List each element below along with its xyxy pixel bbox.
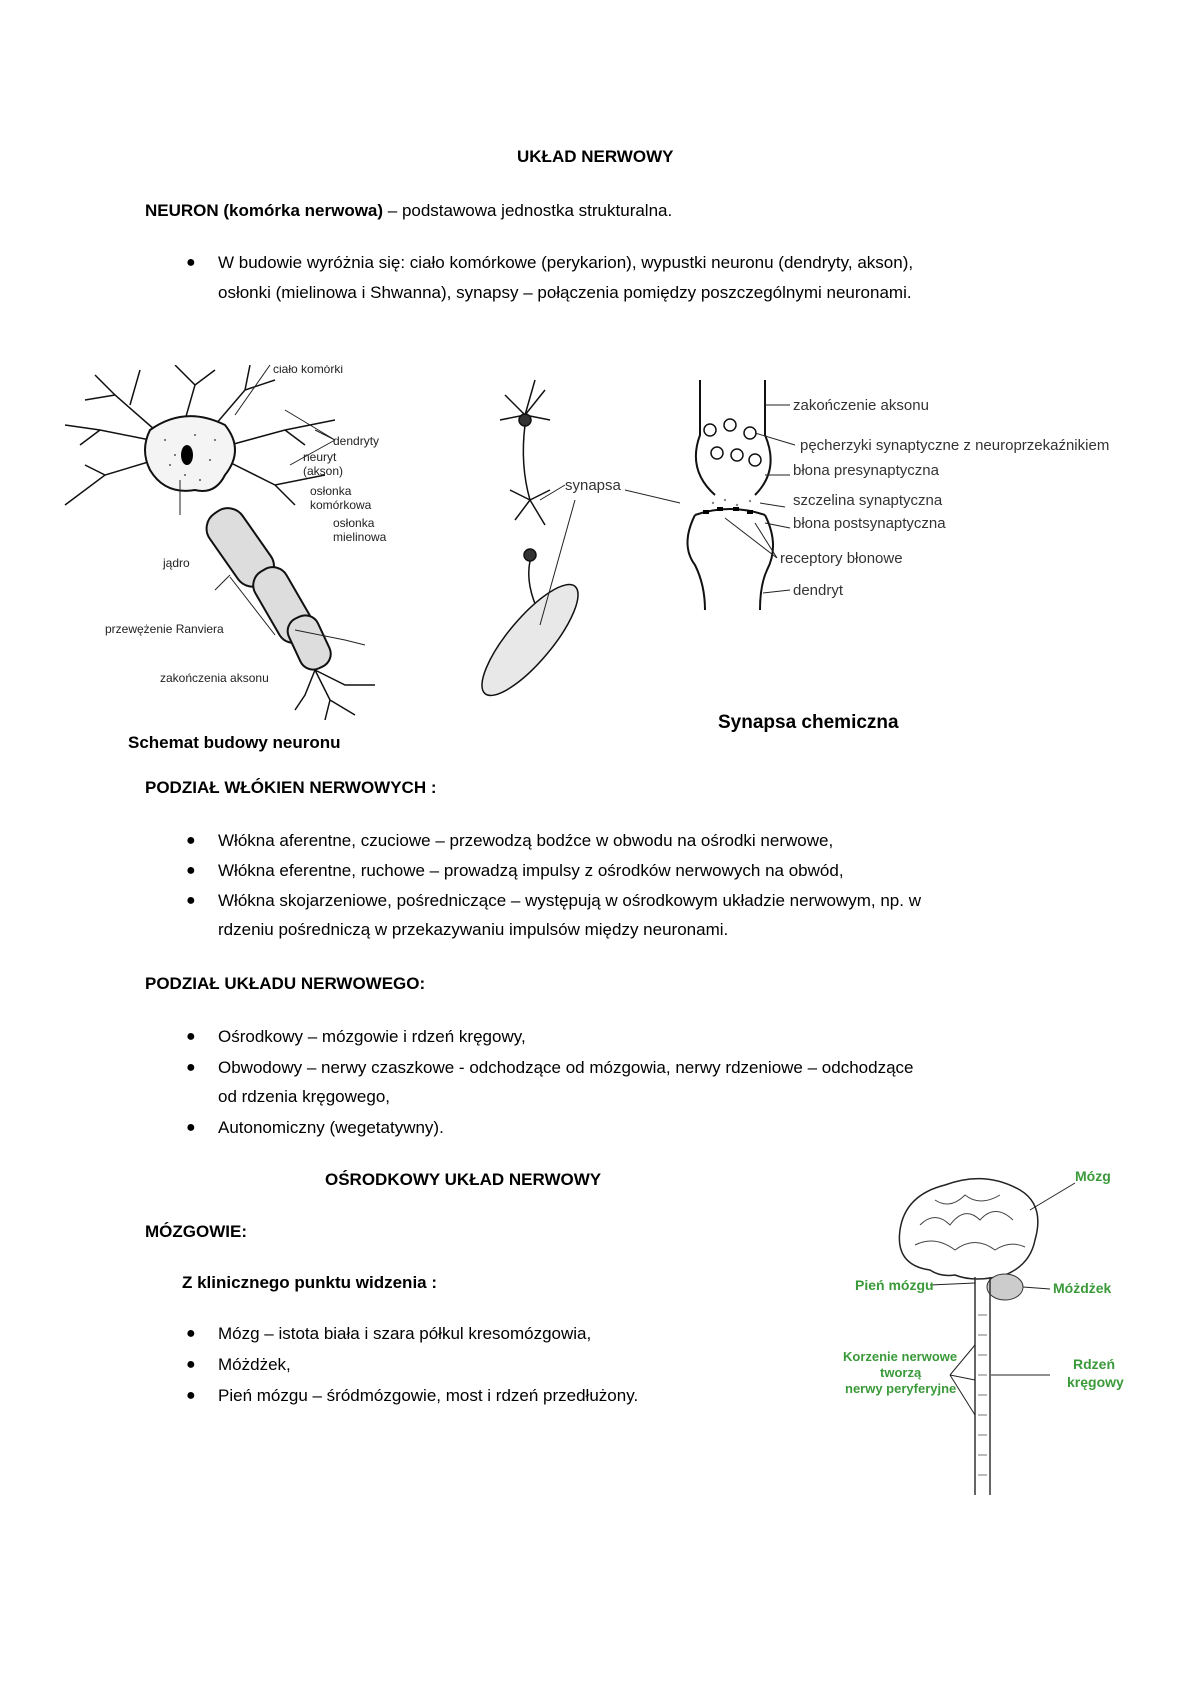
label-korzenie-3: nerwy peryferyjne xyxy=(845,1381,957,1396)
spinal-segments xyxy=(978,1315,987,1475)
postsynaptic-dendrite xyxy=(688,509,774,610)
clinical-subheading: Z klinicznego punktu widzenia : xyxy=(182,1273,438,1292)
label-pecherzyki: pęcherzyki synaptyczne z neuroprzekaźnikiem xyxy=(800,437,1110,454)
neuron-bullet-line2: osłonki (mielinowa i Shwanna), synapsy – połączenia pomiędzy poszczególnymi neuronami. xyxy=(218,283,912,302)
label-receptory: receptory błonowe xyxy=(780,550,903,567)
nucleus-shape xyxy=(181,445,193,465)
label-oslonka-kom1: osłonka xyxy=(310,484,352,498)
label-mozdzek: Móżdżek xyxy=(1053,1280,1112,1296)
neuron-definition xyxy=(145,196,672,226)
division-item-2-cont: od rdzenia kręgowego, xyxy=(218,1087,391,1106)
division-heading: PODZIAŁ UKŁADU NERWOWEGO: xyxy=(145,974,426,993)
neuron-bullet-line1: W budowie wyróżnia się: ciało komórkowe (perykarion), wypustki neuronu (dendryty, akson), xyxy=(218,253,914,272)
label-neuryt: neuryt xyxy=(303,450,337,464)
label-oslonka-kom2: komórkowa xyxy=(310,498,372,512)
central-heading: OŚRODKOWY UKŁAD NERWOWY xyxy=(325,1170,602,1189)
label-akson: (akson) xyxy=(303,464,344,478)
axon-terminals-drawing xyxy=(295,670,375,720)
synapse-caption: Synapsa chemiczna xyxy=(718,712,899,733)
cerebellum-shape xyxy=(987,1274,1023,1300)
bullet-icon: ● xyxy=(186,832,196,849)
brain-spinal-cord-diagram xyxy=(835,1165,1135,1505)
bullet-icon: ● xyxy=(186,862,196,879)
synapse-diagram xyxy=(455,375,1190,735)
bullet-icon: ● xyxy=(186,1059,196,1076)
label-korzenie-2: tworzą xyxy=(880,1365,922,1380)
label-jadro: jądro xyxy=(163,556,190,570)
synapse-labels xyxy=(780,397,1109,599)
division-item-2: Obwodowy – nerwy czaszkowe - odchodzące od mózgowia, nerwy rdzeniowe – odchodzące xyxy=(218,1058,914,1077)
presynaptic-terminal xyxy=(696,380,771,495)
neuron-to-muscle-drawing xyxy=(500,380,550,615)
label-oslonka-miel2: mielinowa xyxy=(333,530,387,544)
bullet-icon: ● xyxy=(186,1325,196,1342)
label-korzenie-1: Korzenie nerwowe xyxy=(843,1349,958,1364)
neuron-term: NEURON (komórka nerwowa) xyxy=(145,201,384,220)
bullet-icon: ● xyxy=(186,254,196,271)
spinal-cord-shape xyxy=(975,1277,990,1495)
label-blona-pre: błona presynaptyczna xyxy=(793,462,939,479)
label-mozg: Mózg xyxy=(1075,1168,1111,1184)
division-item-3: Autonomiczny (wegetatywny). xyxy=(218,1118,444,1137)
central-item-2: Móżdżek, xyxy=(218,1355,291,1374)
label-zakonczenie: zakończenie aksonu xyxy=(793,397,929,414)
label-ranvier: przewężenie Ranviera xyxy=(105,622,224,636)
fibers-item-3-cont: rdzeniu pośredniczą w przekazywaniu impulsów między neuronami. xyxy=(218,920,729,939)
myelin-segments xyxy=(200,501,336,674)
fibers-item-2: Włókna eferentne, ruchowe – prowadzą impulsy z ośrodków nerwowych na obwód, xyxy=(218,861,844,880)
cleft-dots xyxy=(712,499,751,506)
brain-shape xyxy=(899,1179,1037,1279)
fibers-item-1: Włókna aferentne, czuciowe – przewodzą bodźce w obwodu na ośrodki nerwowe, xyxy=(218,831,834,850)
bullet-icon: ● xyxy=(186,1028,196,1045)
neuron-caption: Schemat budowy neuronu xyxy=(128,733,341,752)
bullet-icon: ● xyxy=(186,1119,196,1136)
central-item-1: Mózg – istota biała i szara półkul kresomózgowia, xyxy=(218,1324,592,1343)
label-dendryt: dendryt xyxy=(793,582,844,599)
bullet-icon: ● xyxy=(186,1387,196,1404)
page-title: UKŁAD NERWOWY xyxy=(517,147,674,166)
label-pien: Pień mózgu xyxy=(855,1277,934,1293)
neuron-diagram xyxy=(45,365,445,725)
bullet-icon: ● xyxy=(186,1356,196,1373)
label-rdzen-2: kręgowy xyxy=(1067,1374,1124,1390)
muscle-fiber-shape xyxy=(468,572,592,708)
bullet-icon: ● xyxy=(186,892,196,909)
neuron-definition-rest: – podstawowa jednostka strukturalna. xyxy=(383,201,673,220)
central-item-3: Pień mózgu – śródmózgowie, most i rdzeń przedłużony. xyxy=(218,1386,639,1405)
label-rdzen-1: Rdzeń xyxy=(1073,1356,1115,1372)
synaptic-vesicles xyxy=(704,419,761,466)
label-szczelina: szczelina synaptyczna xyxy=(793,492,943,509)
label-cialo: ciało komórki xyxy=(273,365,344,376)
label-blona-post: błona postsynaptyczna xyxy=(793,515,946,532)
brain-heading: MÓZGOWIE: xyxy=(145,1222,247,1241)
label-oslonka-miel1: osłonka xyxy=(333,516,375,530)
fibers-item-3: Włókna skojarzeniowe, pośredniczące – występują w ośrodkowym układzie nerwowym, np. w xyxy=(218,891,921,910)
fibers-heading: PODZIAŁ WŁÓKIEN NERWOWYCH : xyxy=(145,778,437,797)
label-zakonczenia: zakończenia aksonu xyxy=(160,671,269,685)
division-item-1: Ośrodkowy – mózgowie i rdzeń kręgowy, xyxy=(218,1027,526,1046)
label-synapsa: synapsa xyxy=(565,477,621,494)
label-dendryty: dendryty xyxy=(333,434,380,448)
